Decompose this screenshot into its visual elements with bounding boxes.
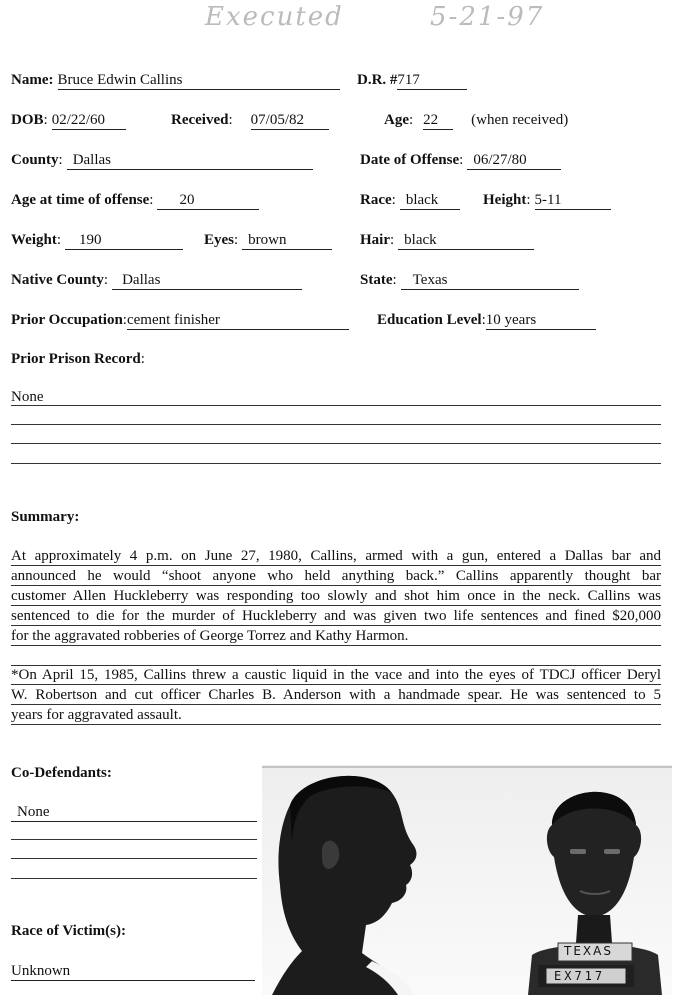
dr-label: D.R. # xyxy=(357,72,398,88)
eyes-value: brown xyxy=(242,232,332,250)
race-of-victims-value: Unknown xyxy=(11,963,255,981)
age-label: Age xyxy=(384,112,409,128)
prior-occupation-value: cement finisher xyxy=(127,312,349,330)
education-level-label: Education Level xyxy=(377,312,482,328)
placard-state: TEXAS xyxy=(564,944,613,958)
age-at-offense-field: Age at time of offense: 20 xyxy=(11,191,259,210)
prior-record-line-4 xyxy=(11,463,661,464)
summary-blank-line xyxy=(11,646,661,666)
state-field: State: Texas xyxy=(360,271,579,290)
summary-paragraph-1 xyxy=(11,546,661,666)
summary-line: *On April 15, 1985, Callins threw a caustic liquid in the vace and into the eyes of TDCJ officer Deryl xyxy=(11,667,661,683)
weight-field: Weight: 190 xyxy=(11,231,183,250)
prior-occupation-label: Prior Occupation xyxy=(11,312,123,328)
received-value: 07/05/82 xyxy=(251,112,329,130)
age-field: Age: 22 (when received) xyxy=(384,112,569,128)
state-label: State xyxy=(360,272,393,288)
placard-number: EX717 xyxy=(554,969,606,983)
summary-heading: Summary: xyxy=(11,509,80,525)
race-of-victims-heading: Race of Victim(s): xyxy=(11,923,126,939)
name-field: Name: Bruce Edwin Callins xyxy=(11,71,340,90)
summary-paragraph-2 xyxy=(11,665,661,725)
received-label: Received xyxy=(171,112,229,128)
education-level-value: 10 years xyxy=(486,312,596,330)
hair-field: Hair: black xyxy=(360,231,534,250)
prior-occupation-field: Prior Occupation:cement finisher xyxy=(11,311,349,330)
prior-record-line-2 xyxy=(11,424,661,425)
age-at-offense-label: Age at time of offense xyxy=(11,192,150,208)
education-level-field: Education Level:10 years xyxy=(377,311,596,330)
eyes-field: Eyes: brown xyxy=(204,231,332,250)
summary-line: sentenced to die for the murder of Huckleberry and was given two life sentences and fined $20,000 xyxy=(11,608,661,624)
dr-field xyxy=(357,71,467,90)
executed-stamp xyxy=(205,0,585,38)
weight-value: 190 xyxy=(65,232,183,250)
dr-value: 717 xyxy=(397,72,467,90)
co-defendants-field xyxy=(11,803,257,822)
native-county-label: Native County xyxy=(11,272,104,288)
summary-line: announced he would “shoot anyone who held anything back.” Callins apparently thought bar xyxy=(11,568,661,584)
mugshot-photo xyxy=(262,765,672,995)
race-label: Race xyxy=(360,192,392,208)
date-of-offense-value: 06/27/80 xyxy=(467,152,561,170)
co-defendants-line-4 xyxy=(11,878,257,879)
prior-record-line-3 xyxy=(11,443,661,444)
name-label: Name xyxy=(11,72,49,88)
height-label: Height xyxy=(483,192,527,208)
age-value: 22 xyxy=(423,112,453,130)
county-value: Dallas xyxy=(67,152,313,170)
received-field: Received: 07/05/82 xyxy=(171,111,329,130)
co-defendants-line-2 xyxy=(11,839,257,840)
native-county-field: Native County: Dallas xyxy=(11,271,302,290)
age-note: (when received) xyxy=(471,112,569,128)
name-value: Bruce Edwin Callins xyxy=(58,72,340,90)
dob-label: DOB xyxy=(11,112,44,128)
age-at-offense-value: 20 xyxy=(157,192,259,210)
prior-prison-record-value: None xyxy=(11,389,44,405)
prior-prison-record-heading: Prior Prison Record: xyxy=(11,351,145,367)
executed-word: Executed xyxy=(205,2,344,32)
state-value: Texas xyxy=(401,272,579,290)
native-county-value: Dallas xyxy=(112,272,302,290)
hair-label: Hair xyxy=(360,232,390,248)
date-of-offense-label: Date of Offense xyxy=(360,152,460,168)
summary-line: W. Robertson and cut officer Charles B. Anderson with a handmade spear. He was sentenced to 5 xyxy=(11,687,661,703)
summary-line: years for aggravated assault. xyxy=(11,705,661,725)
prior-prison-record-label: Prior Prison Record xyxy=(11,351,141,367)
height-field: Height: 5-11 xyxy=(483,191,611,210)
summary-line: customer Allen Huckleberry was responding too slowly and shot him once in the neck. Callins was xyxy=(11,588,661,604)
hair-value: black xyxy=(398,232,534,250)
dob-field: DOB: 02/22/60 xyxy=(11,111,126,130)
county-field: County: Dallas xyxy=(11,151,313,170)
summary-line: At approximately 4 p.m. on June 27, 1980, Callins, armed with a gun, entered a Dallas bar and xyxy=(11,548,661,564)
executed-date: 5-21-97 xyxy=(430,2,545,32)
eyes-label: Eyes xyxy=(204,232,234,248)
co-defendants-line-3 xyxy=(11,858,257,859)
co-defendants-value: None xyxy=(11,804,257,822)
race-value: black xyxy=(400,192,460,210)
weight-label: Weight xyxy=(11,232,57,248)
race-of-victims-field xyxy=(11,962,255,981)
county-label: County xyxy=(11,152,59,168)
summary-line: for the aggravated robberies of George Torrez and Kathy Harmon. xyxy=(11,626,661,646)
dob-value: 02/22/60 xyxy=(52,112,126,130)
race-field: Race: black xyxy=(360,191,460,210)
prior-record-line-1 xyxy=(11,405,661,406)
height-value: 5-11 xyxy=(535,192,611,210)
mugshot-illustration xyxy=(262,765,672,995)
date-of-offense-field: Date of Offense: 06/27/80 xyxy=(360,151,561,170)
co-defendants-heading: Co-Defendants: xyxy=(11,765,112,781)
